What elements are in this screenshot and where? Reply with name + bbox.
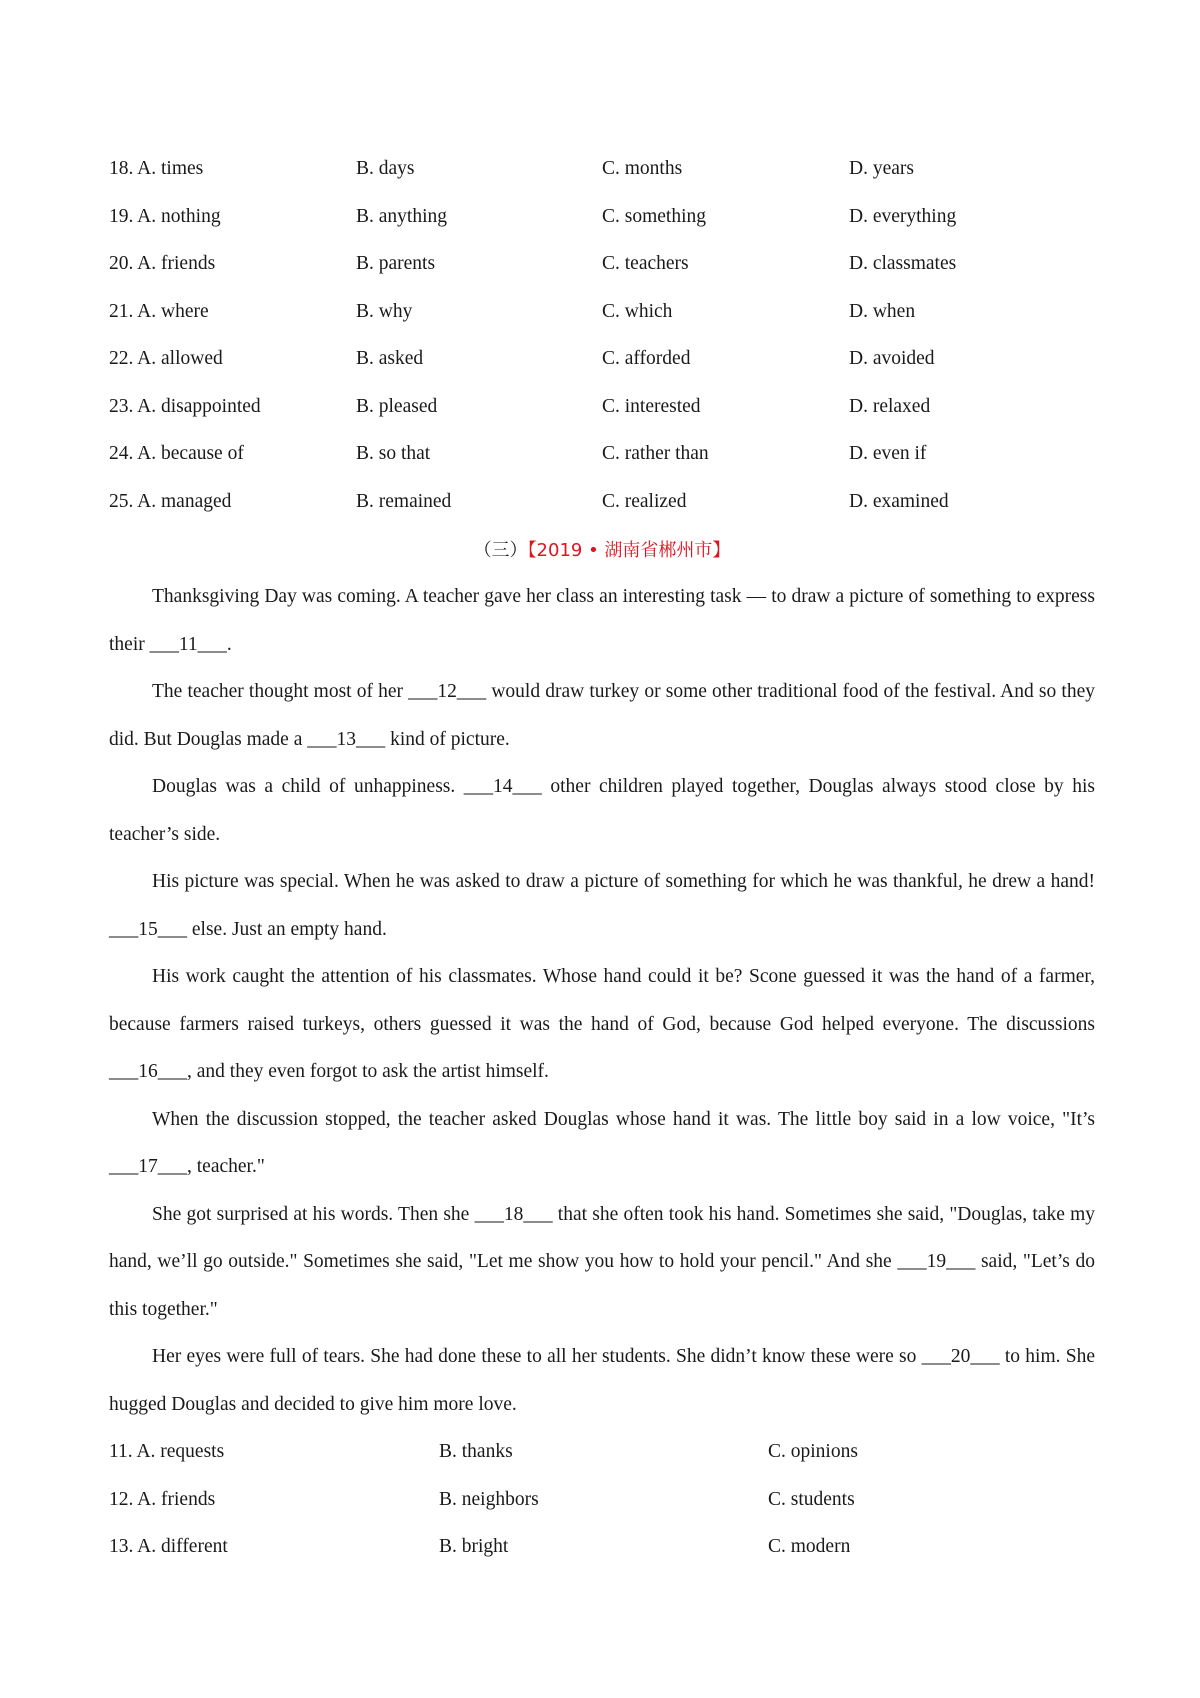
passage-paragraph: His picture was special. When he was asked to draw a picture of something for which he was thankful, he drew a hand! ___15___ else. Just an empty hand.: [109, 871, 1095, 940]
question-24-options: [109, 430, 1095, 478]
option-d: D. years: [849, 158, 914, 179]
option-b: B. bright: [439, 1536, 509, 1557]
option-c: C. realized: [602, 490, 687, 512]
option-b: B. anything: [356, 205, 447, 227]
passage-paragraph: Douglas was a child of unhappiness. ___14___ other children played together, Douglas always stood close by his teacher’s side.: [109, 776, 1095, 845]
question-11-options: [109, 1428, 1095, 1476]
passage-paragraph: The teacher thought most of her ___12___ would draw turkey or some other traditional food of the festival. And so they did. But Douglas made a ___13___ kind of picture.: [109, 681, 1095, 750]
option-c: C. something: [602, 205, 707, 227]
option-b: B. why: [356, 300, 413, 322]
option-b: B. parents: [356, 253, 436, 274]
option-a: 13. A. different: [109, 1536, 228, 1557]
answer-options-top: [109, 145, 1095, 525]
question-19-options: [109, 193, 1095, 241]
option-b: B. neighbors: [439, 1488, 539, 1510]
option-c: C. teachers: [602, 253, 689, 274]
option-c: C. modern: [768, 1536, 851, 1557]
option-a: 22. A. allowed: [109, 348, 223, 369]
option-d: D. when: [849, 300, 916, 322]
option-a: 19. A. nothing: [109, 205, 221, 227]
option-a: 11. A. requests: [109, 1441, 225, 1462]
option-b: B. so that: [356, 443, 431, 464]
passage-paragraph: Her eyes were full of tears. She had done these to all her students. She didn’t know these were so ___20___ to him. She hugged Douglas and decided to give him more love.: [109, 1346, 1095, 1415]
option-d: D. examined: [849, 490, 949, 512]
question-22-options: [109, 335, 1095, 383]
section-heading: [109, 531, 1095, 571]
option-c: C. which: [602, 300, 673, 322]
option-a: 20. A. friends: [109, 253, 216, 274]
option-d: D. even if: [849, 443, 927, 464]
option-c: C. afforded: [602, 348, 691, 369]
option-a: 23. A. disappointed: [109, 395, 261, 417]
option-c: C. opinions: [768, 1441, 858, 1462]
option-b: B. pleased: [356, 395, 438, 417]
option-c: C. rather than: [602, 443, 709, 464]
option-d: D. everything: [849, 205, 957, 227]
option-b: B. asked: [356, 348, 424, 369]
document-page: [109, 145, 1095, 1571]
option-c: C. students: [768, 1488, 855, 1510]
reading-passage: [109, 573, 1095, 1428]
option-a: 12. A. friends: [109, 1488, 216, 1510]
section-number: （三）: [473, 540, 528, 561]
option-a: 18. A. times: [109, 158, 204, 179]
option-d: D. relaxed: [849, 395, 931, 417]
option-a: 21. A. where: [109, 300, 209, 322]
question-23-options: [109, 383, 1095, 431]
option-b: B. thanks: [439, 1441, 513, 1462]
passage-paragraph: His work caught the attention of his classmates. Whose hand could it be? Scone guessed it was the hand of a farmer, because farmers raised turkeys, others guessed it was the hand of God, because God helped everyone. The discussions ___16___, and they even forgot to ask the artist himself.: [109, 966, 1095, 1082]
question-13-options: [109, 1523, 1095, 1571]
option-a: 25. A. managed: [109, 490, 232, 512]
answer-options-bottom: [109, 1428, 1095, 1571]
question-12-options: [109, 1476, 1095, 1524]
section-source: 【2019 • 湖南省郴州市】: [527, 540, 731, 561]
question-25-options: [109, 478, 1095, 526]
passage-paragraph: When the discussion stopped, the teacher asked Douglas whose hand it was. The little boy said in a low voice, "It’s ___17___, teacher.": [109, 1108, 1095, 1177]
question-21-options: [109, 288, 1095, 336]
option-c: C. months: [602, 158, 683, 179]
option-a: 24. A. because of: [109, 443, 244, 464]
passage-paragraph: She got surprised at his words. Then she ___18___ that she often took his hand. Sometimes she said, "Douglas, take my hand, we’ll go outside." Sometimes she said, "Let me show you how to hold your pencil." And she ___19___ said, "Let’s do this together.": [109, 1203, 1095, 1320]
option-d: D. classmates: [849, 253, 957, 274]
question-20-options: [109, 240, 1095, 288]
option-b: B. remained: [356, 490, 452, 512]
option-c: C. interested: [602, 395, 701, 417]
question-18-options: [109, 145, 1095, 193]
option-b: B. days: [356, 158, 415, 179]
option-d: D. avoided: [849, 348, 935, 369]
passage-paragraph: Thanksgiving Day was coming. A teacher gave her class an interesting task — to draw a picture of something to express their ___11___.: [109, 586, 1095, 655]
